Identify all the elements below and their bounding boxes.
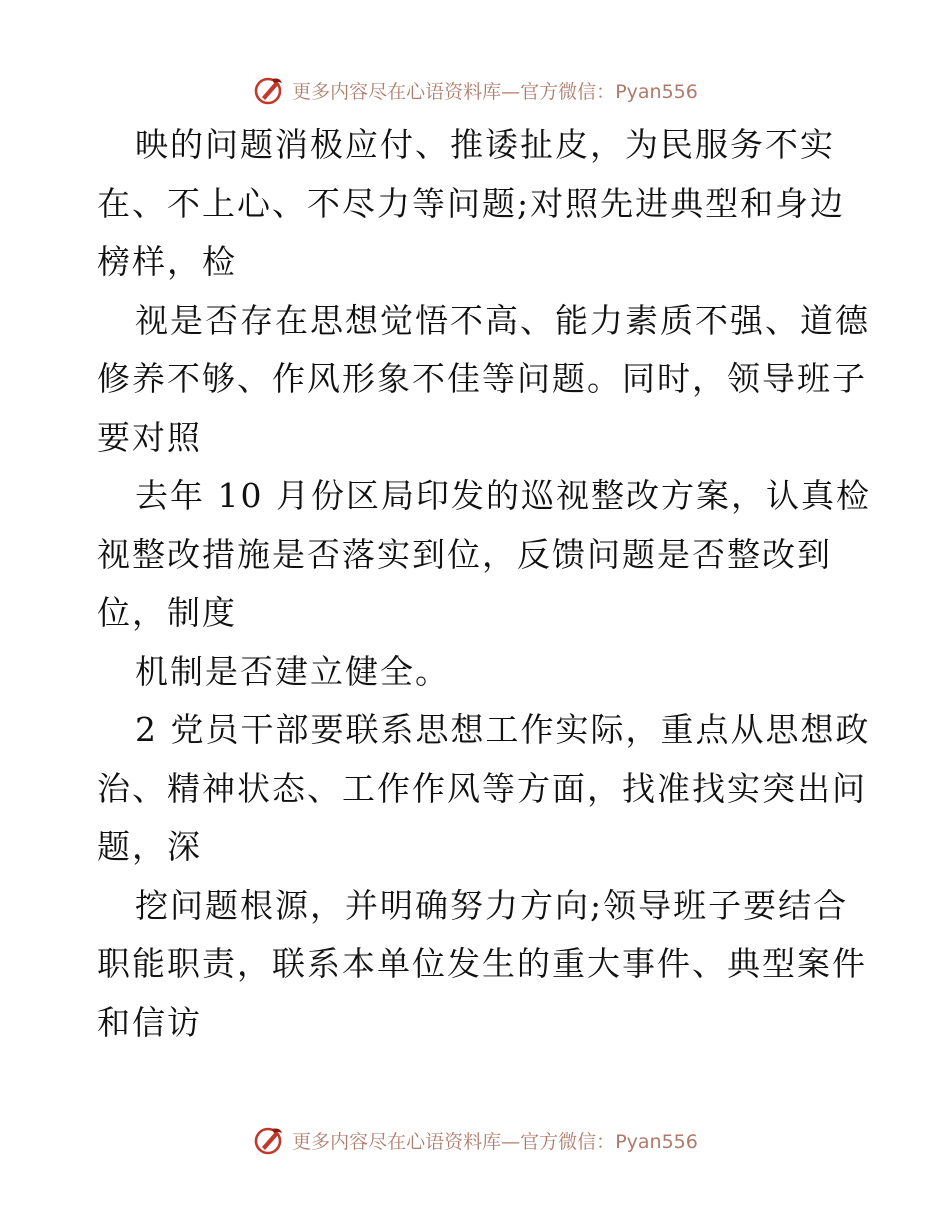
body-line: 视是否存在思想觉悟不高、能力素质不强、道德 bbox=[135, 300, 870, 340]
body-line: 职能职责，联系本单位发生的重大事件、典型案件 bbox=[97, 944, 867, 983]
quill-pen-circle-icon bbox=[252, 1123, 286, 1157]
body-line: 治、精神状态、工作作风等方面，找准找实突出问 bbox=[97, 768, 867, 808]
body-line: 和信访 bbox=[97, 1002, 202, 1042]
body-line: 2 党员干部要联系思想工作实际，重点从思想政 bbox=[135, 710, 871, 749]
body-line: 机制是否建立健全。 bbox=[135, 651, 450, 691]
wechat-id: Pyan556 bbox=[615, 80, 698, 103]
body-line: 挖问题根源，并明确努力方向;领导班子要结合 bbox=[135, 885, 849, 925]
body-line: 去年 10 月份区局印发的巡视整改方案，认真检 bbox=[135, 476, 871, 515]
body-line: 题，深 bbox=[97, 827, 202, 866]
footer-banner bbox=[0, 1120, 950, 1160]
body-line: 榜样，检 bbox=[97, 242, 237, 281]
wechat-id: Pyan556 bbox=[615, 1130, 698, 1153]
quill-pen-circle-icon bbox=[252, 73, 286, 107]
body-line: 在、不上心、不尽力等问题;对照先进典型和身边 bbox=[97, 183, 846, 223]
document-body bbox=[97, 116, 871, 1052]
footer-banner-text: 更多内容尽在心语资料库—官方微信：Pyan556 bbox=[292, 1130, 698, 1153]
body-line: 要对照 bbox=[97, 417, 202, 457]
body-line: 修养不够、作风形象不佳等问题。同时，领导班子 bbox=[97, 359, 867, 398]
body-line: 位，制度 bbox=[97, 593, 237, 632]
body-line: 映的问题消极应付、推诿扯皮，为民服务不实 bbox=[135, 125, 835, 164]
header-banner-text: 更多内容尽在心语资料库—官方微信：Pyan556 bbox=[292, 80, 698, 103]
body-line: 视整改措施是否落实到位，反馈问题是否整改到 bbox=[97, 534, 832, 574]
header-banner bbox=[0, 70, 950, 110]
